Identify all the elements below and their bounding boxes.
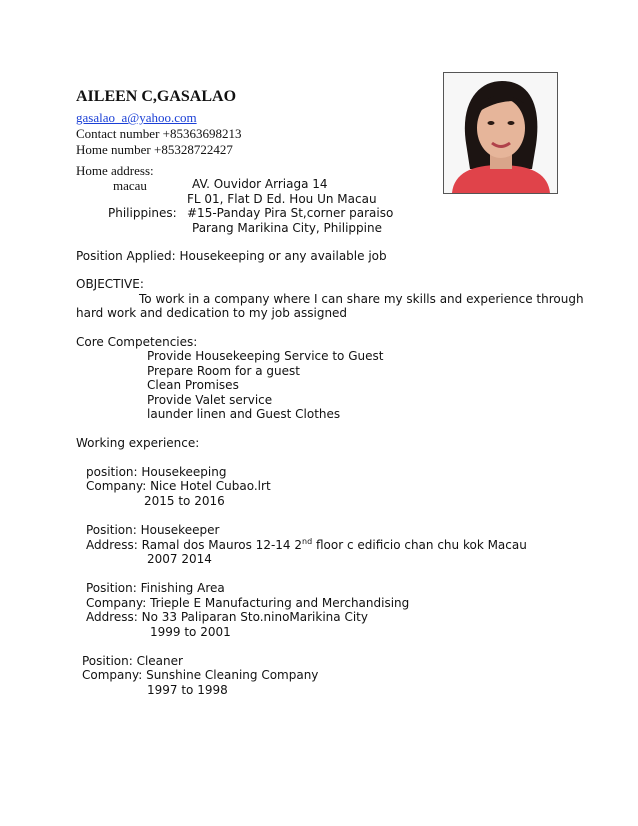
macau-address-line1: AV. Ouvidor Arriaga 14 (192, 177, 328, 191)
job2-address (86, 538, 527, 552)
job3-years: 1999 to 2001 (150, 625, 231, 639)
home-number: Home number +85328722427 (76, 142, 233, 157)
job3-position: Position: Finishing Area (86, 581, 225, 595)
job4-company: Company: Sunshine Cleaning Company (82, 668, 319, 682)
job2-years: 2007 2014 (147, 552, 212, 566)
objective-line2: hard work and dedication to my job assigned (76, 306, 348, 320)
core-competencies-label: Core Competencies: (76, 335, 198, 349)
job4-position: Position: Cleaner (82, 654, 183, 668)
job2-position: Position: Housekeeper (86, 523, 220, 537)
contact-number: Contact number +85363698213 (76, 126, 242, 141)
job3-company: Company: Trieple E Manufacturing and Merchandising (86, 596, 410, 610)
job2-address-main: Address: Ramal dos Mauros 12-14 2 (86, 538, 302, 552)
macau-address-line2: FL 01, Flat D Ed. Hou Un Macau (187, 192, 377, 206)
competency-item: Provide Valet service (147, 393, 273, 407)
philippines-address-line2: Parang Marikina City, Philippine (192, 221, 382, 235)
macau-label: macau (113, 178, 147, 193)
philippines-address-line1: #15-Panday Pira St,corner paraiso (187, 206, 394, 220)
competency-item: launder linen and Guest Clothes (147, 407, 341, 421)
objective-label: OBJECTIVE: (76, 277, 144, 291)
job4-years: 1997 to 1998 (147, 683, 228, 697)
job3-address: Address: No 33 Paliparan Sto.ninoMarikina City (86, 610, 368, 624)
competency-item: Clean Promises (147, 378, 239, 392)
home-address-label: Home address: (76, 163, 154, 178)
applicant-name: AILEEN C,GASALAO (76, 88, 237, 105)
applicant-photo (443, 72, 558, 194)
competency-item: Provide Housekeeping Service to Guest (147, 349, 384, 363)
portrait-image (444, 73, 557, 193)
competency-item: Prepare Room for a guest (147, 364, 300, 378)
job1-position: position: Housekeeping (86, 465, 227, 479)
email-link[interactable]: gasalao_a@yahoo.com (76, 110, 197, 125)
job1-company: Company: Nice Hotel Cubao.lrt (86, 479, 271, 493)
objective-line1: To work in a company where I can share my skills and experience through (139, 292, 584, 306)
ordinal-suffix: nd (302, 537, 313, 546)
philippines-label: Philippines: (108, 206, 177, 220)
job1-years: 2015 to 2016 (144, 494, 225, 508)
position-applied: Position Applied: Housekeeping or any available job (76, 249, 387, 263)
working-experience-label: Working experience: (76, 436, 200, 450)
job2-address-rest: floor c edificio chan chu kok Macau (312, 538, 527, 552)
